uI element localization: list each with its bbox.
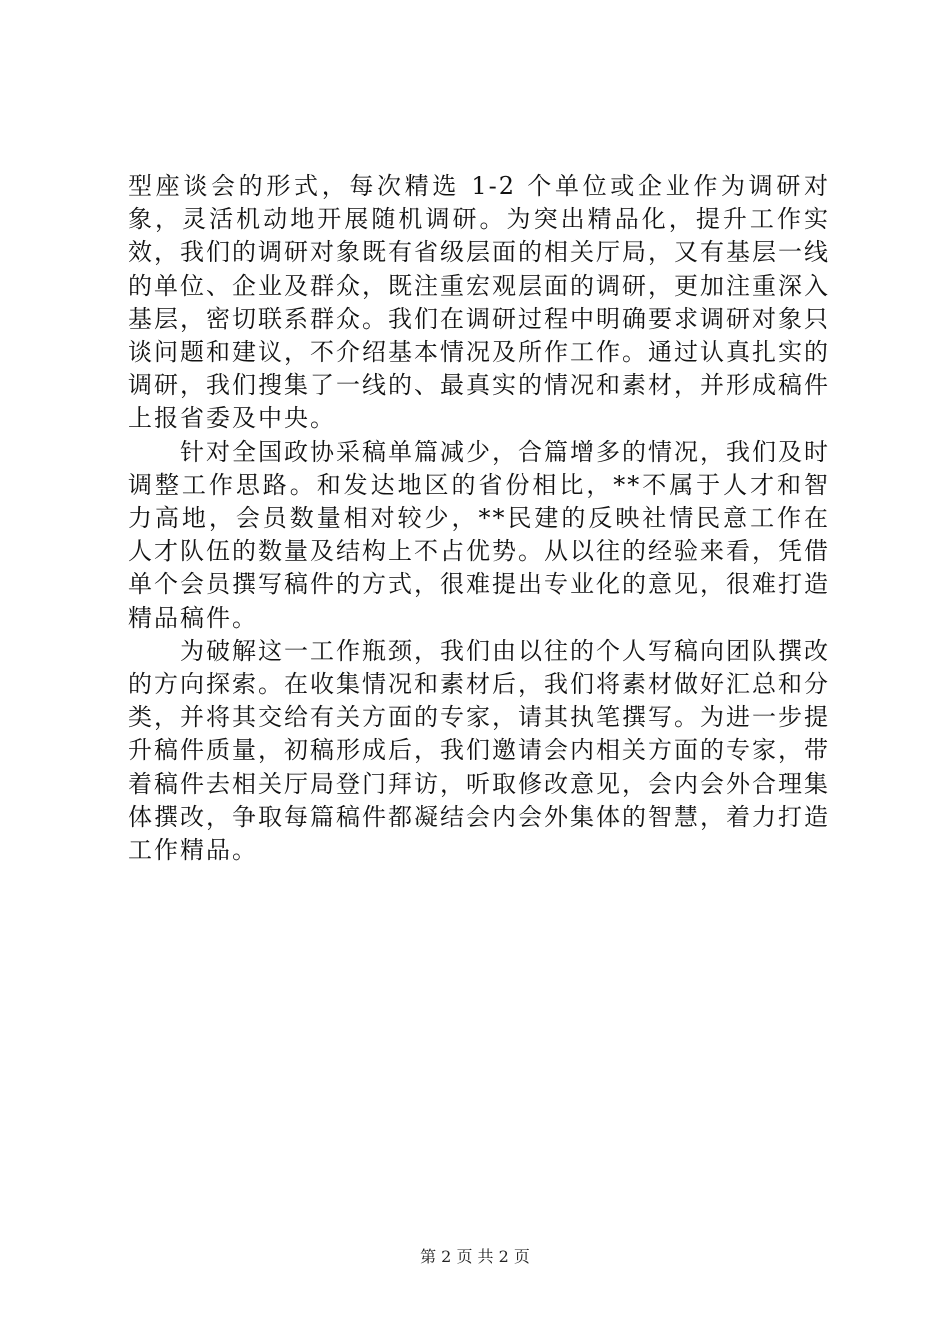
paragraph-continued: 型座谈会的形式，每次精选 1-2 个单位或企业作为调研对象，灵活机动地开展随机调研。为突出精品化，提升工作实效，我们的调研对象既有省级层面的相关厅局，又有基层一线的单位、企业及群众，既注重宏观层面的调研，更加注重深入基层，密切联系群众。我们在调研过程中明确要求调研对象只谈问题和建议，不介绍基本情况及所作工作。通过认真扎实的调研，我们搜集了一线的、最真实的情况和素材，并形成稿件上报省委及中央。 [128, 172, 830, 433]
paragraph-team-revision: 为破解这一工作瓶颈，我们由以往的个人写稿向团队撰改的方向探索。在收集情况和素材后，我们将素材做好汇总和分类，并将其交给有关方面的专家，请其执笔撰写。为进一步提升稿件质量，初稿形成后，我们邀请会内相关方面的专家，带着稿件去相关厅局登门拜访，听取修改意见，会内会外合理集体撰改，争取每篇稿件都凝结会内会外集体的智慧，着力打造工作精品。 [128, 636, 830, 865]
paragraph-work-adjustment: 针对全国政协采稿单篇减少，合篇增多的情况，我们及时调整工作思路。和发达地区的省份相比，**不属于人才和智力高地，会员数量相对较少，**民建的反映社情民意工作在人才队伍的数量及结构上不占优势。从以往的经验来看，凭借单个会员撰写稿件的方式，很难提出专业化的意见，很难打造精品稿件。 [128, 437, 830, 632]
document-body [128, 170, 830, 867]
page-footer: 第 2 页 共 2 页 [420, 1247, 530, 1266]
